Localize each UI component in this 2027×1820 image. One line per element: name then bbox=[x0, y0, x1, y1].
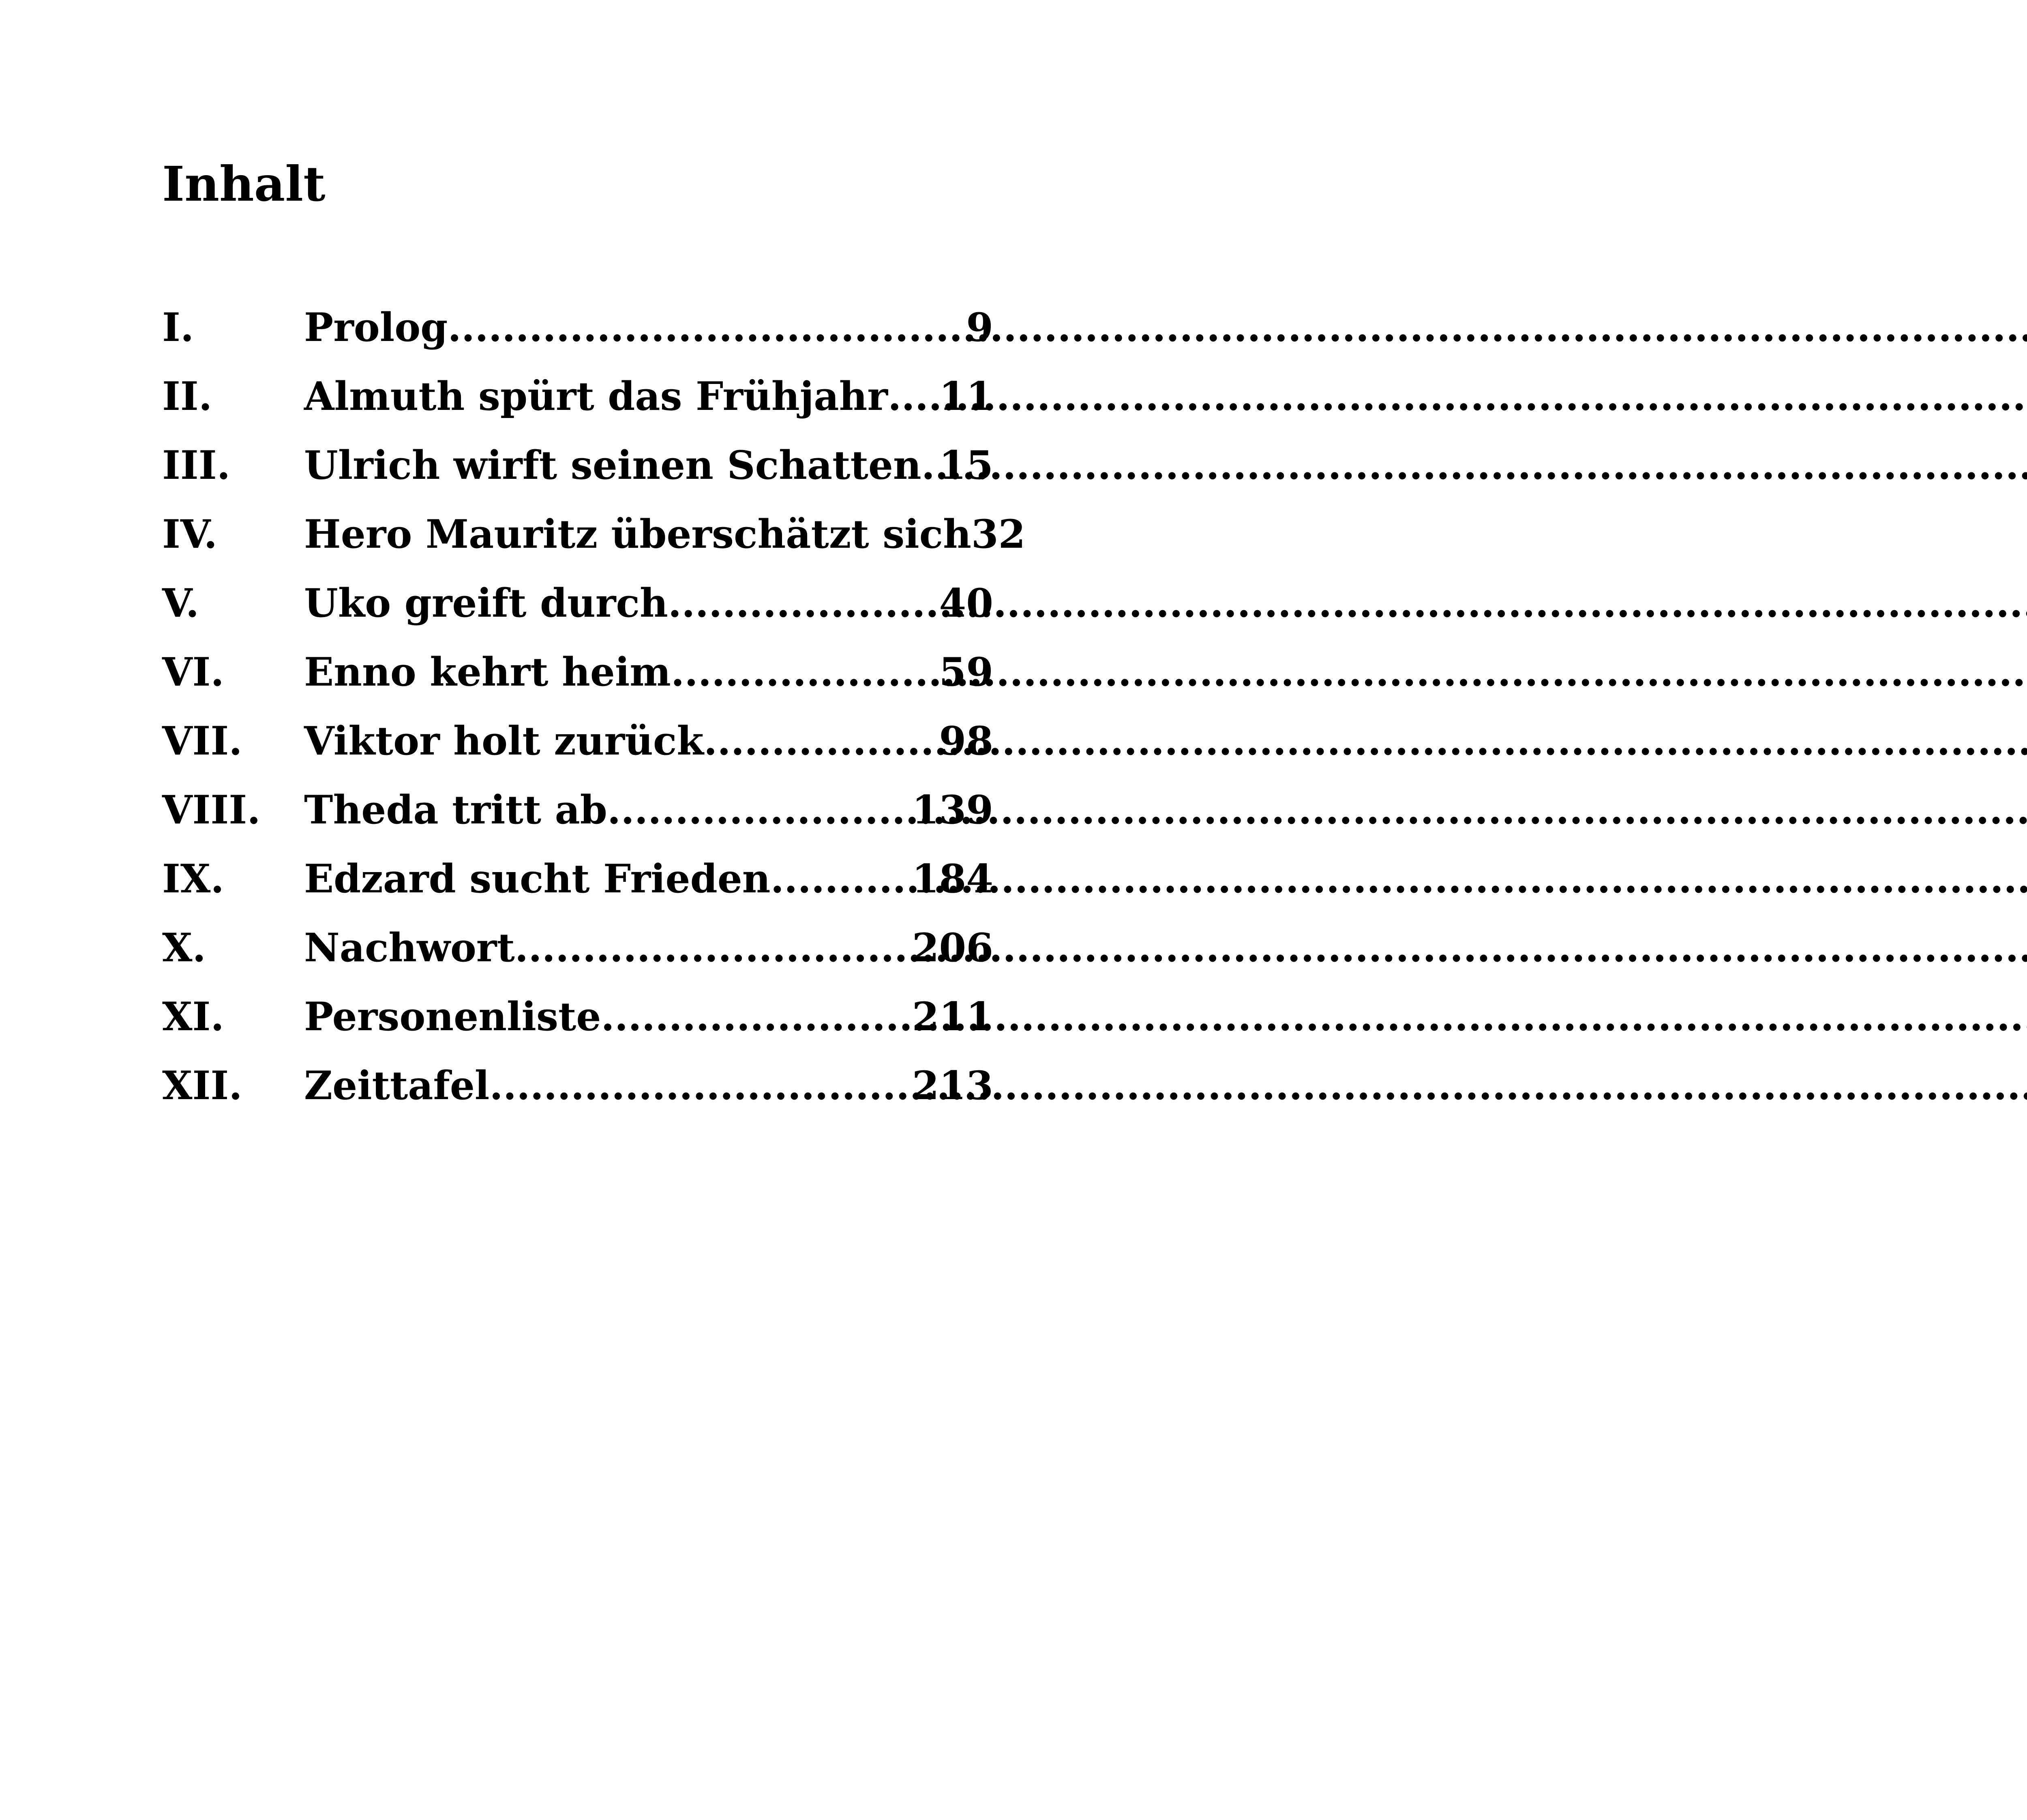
toc-entry bbox=[162, 649, 993, 722]
chapter-number: VII. bbox=[162, 718, 242, 764]
page-number: 15 bbox=[939, 442, 993, 488]
chapter-number: IX. bbox=[162, 856, 224, 902]
chapter-number: XII. bbox=[162, 1063, 242, 1108]
page-title: Inhalt bbox=[162, 156, 326, 212]
page-number: 213 bbox=[912, 1063, 993, 1108]
toc-entry bbox=[162, 1063, 993, 1135]
chapter-title: Zeittafel bbox=[304, 1063, 490, 1108]
chapter-title: Almuth spürt das Frühjahr bbox=[304, 373, 888, 419]
chapter-number: V. bbox=[162, 580, 199, 626]
chapter-line bbox=[304, 787, 993, 833]
dot-leader bbox=[607, 791, 912, 830]
chapter-line bbox=[304, 373, 993, 419]
toc-entry bbox=[162, 304, 993, 377]
chapter-title: Theda tritt ab bbox=[304, 787, 607, 833]
chapter-title: Hero Mauritz überschätzt sich bbox=[304, 511, 971, 557]
chapter-line bbox=[304, 994, 993, 1040]
dot-leader bbox=[601, 997, 912, 1036]
chapter-number: III. bbox=[162, 442, 231, 488]
page-number: 59 bbox=[939, 649, 993, 695]
page-number: 184 bbox=[912, 856, 993, 902]
dot-leader bbox=[448, 308, 966, 347]
chapter-title: Edzard sucht Frieden bbox=[304, 856, 771, 902]
chapter-title: Uko greift durch bbox=[304, 580, 668, 626]
toc-entry bbox=[162, 718, 993, 791]
chapter-title: Viktor holt zurück bbox=[304, 718, 704, 764]
dot-leader bbox=[704, 722, 939, 761]
chapter-number: VIII. bbox=[162, 787, 261, 833]
chapter-number: IV. bbox=[162, 511, 218, 557]
chapter-line bbox=[304, 925, 993, 971]
chapter-line bbox=[304, 856, 993, 902]
page-number: 139 bbox=[912, 787, 993, 833]
dot-leader bbox=[771, 860, 912, 898]
dot-leader bbox=[671, 653, 939, 692]
dot-leader bbox=[515, 928, 912, 967]
dot-leader bbox=[921, 446, 939, 485]
page-number: 9 bbox=[966, 304, 993, 350]
page-number: 32 bbox=[971, 511, 1026, 557]
chapter-title: Nachwort bbox=[304, 925, 515, 971]
toc-entry bbox=[162, 511, 1026, 584]
page-number: 11 bbox=[939, 373, 993, 419]
chapter-number: I. bbox=[162, 304, 194, 350]
page-number: 40 bbox=[939, 580, 993, 626]
chapter-number: X. bbox=[162, 925, 206, 971]
table-of-contents bbox=[162, 304, 1026, 1135]
chapter-line bbox=[304, 442, 993, 488]
chapter-line bbox=[304, 304, 993, 350]
toc-entry bbox=[162, 787, 993, 860]
chapter-number: II. bbox=[162, 373, 212, 419]
toc-entry bbox=[162, 373, 993, 446]
toc-entry bbox=[162, 580, 993, 653]
chapter-number: VI. bbox=[162, 649, 224, 695]
chapter-line bbox=[304, 649, 993, 695]
toc-entry bbox=[162, 856, 993, 928]
toc-entry bbox=[162, 925, 993, 997]
dot-leader bbox=[888, 377, 939, 416]
page-number: 98 bbox=[939, 718, 993, 764]
chapter-number: XI. bbox=[162, 994, 224, 1040]
dot-leader bbox=[668, 584, 939, 623]
chapter-line bbox=[304, 580, 993, 626]
chapter-title: Personenliste bbox=[304, 994, 601, 1040]
chapter-line bbox=[304, 718, 993, 764]
chapter-title: Prolog bbox=[304, 304, 448, 350]
chapter-title: Ulrich wirft seinen Schatten bbox=[304, 442, 921, 488]
chapter-line bbox=[304, 1063, 993, 1108]
toc-entry bbox=[162, 994, 993, 1066]
chapter-line bbox=[304, 511, 1026, 557]
dot-leader bbox=[489, 1066, 912, 1105]
toc-entry bbox=[162, 442, 993, 515]
page-number: 211 bbox=[912, 994, 993, 1040]
page-number: 206 bbox=[912, 925, 993, 971]
chapter-title: Enno kehrt heim bbox=[304, 649, 671, 695]
